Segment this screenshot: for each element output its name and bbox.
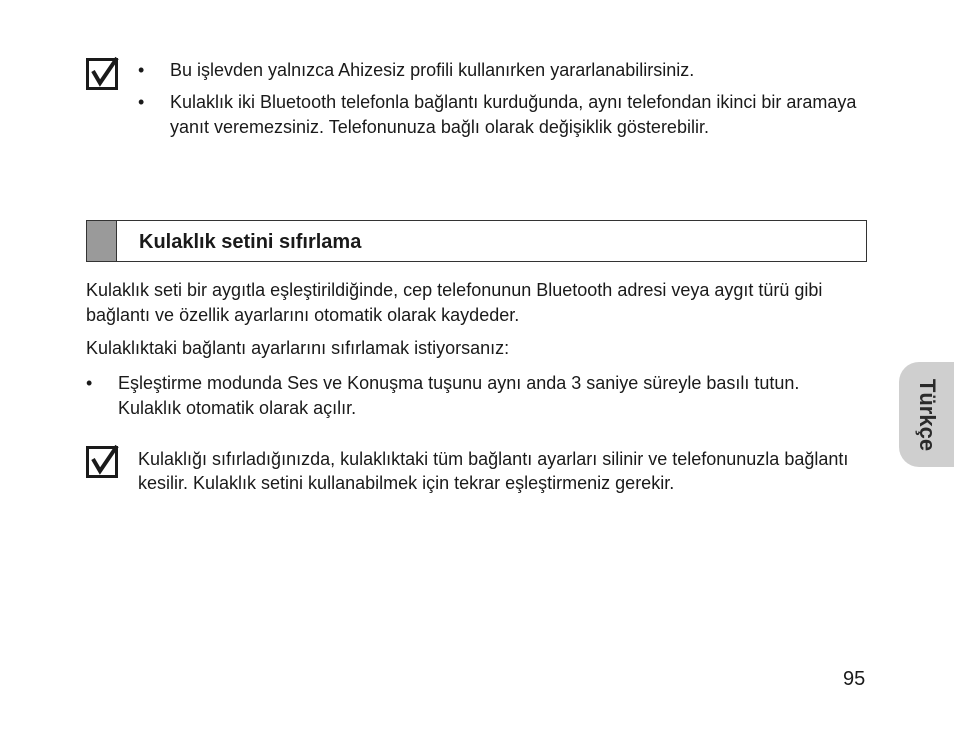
list-item: • Kulaklık iki Bluetooth telefonla bağlantı kurduğunda, aynı telefondan ikinci bir aramaya yanıt veremezsiniz. Telefonunuza bağlı olarak değişiklik gösterebilir. bbox=[138, 90, 878, 140]
section-paragraph: Kulaklık seti bir aygıtla eşleştirildiğinde, cep telefonunun Bluetooth adresi veya aygıt türü gibi bağlantı ve özellik ayarlarını otomatik olarak kaydeder. bbox=[86, 280, 823, 325]
note-bullets bbox=[138, 58, 878, 147]
section-bullets bbox=[86, 371, 866, 421]
language-tab bbox=[899, 362, 954, 467]
language-tab-label: Türkçe bbox=[914, 378, 940, 451]
section-paragraph: Kulaklıktaki bağlantı ayarlarını sıfırlamak istiyorsanız: bbox=[86, 338, 510, 358]
checkbox-note-icon bbox=[86, 56, 120, 90]
section-title: Kulaklık setini sıfırlama bbox=[139, 230, 362, 253]
list-item: • Bu işlevden yalnızca Ahizesiz profili kullanırken yararlanabilirsiniz. bbox=[138, 58, 878, 83]
list-item: • Eşleştirme modunda Ses ve Konuşma tuşunu aynı anda 3 saniye süreyle basılı tutun. Kulaklık otomatik olarak açılır. bbox=[86, 371, 866, 421]
checkbox-note-icon bbox=[86, 444, 120, 478]
section-header bbox=[86, 220, 867, 262]
note-text: Kulaklığı sıfırladığınızda, kulaklıktaki tüm bağlantı ayarları silinir ve telefonunuzla bağlantı kesilir. Kulaklık setini kullanabilmek için tekrar eşleştirmeniz gerekir. bbox=[138, 449, 849, 493]
section-header-tab bbox=[87, 221, 117, 261]
page-number: 95 bbox=[843, 668, 866, 690]
